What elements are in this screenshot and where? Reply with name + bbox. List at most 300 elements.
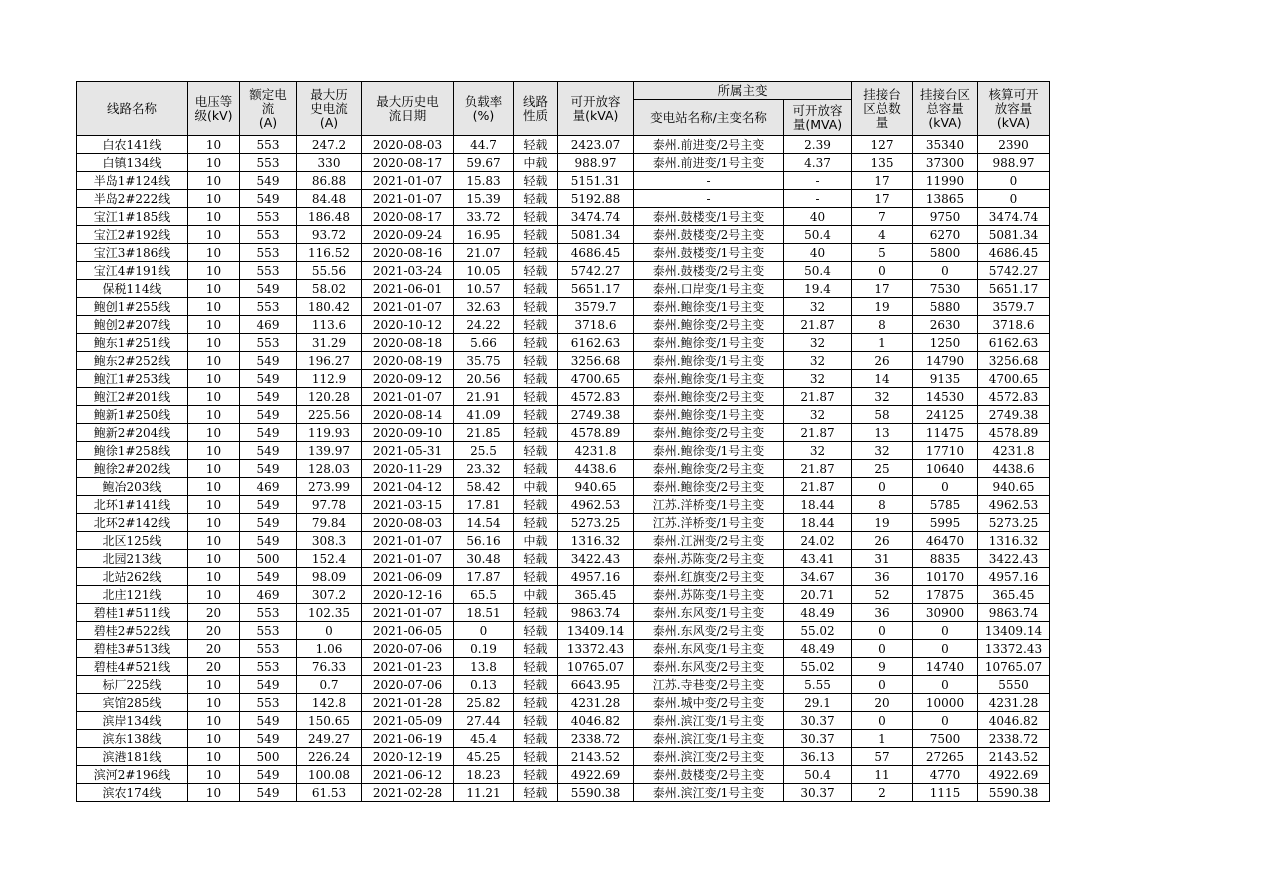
cell-rated-current: 500 [240, 748, 297, 766]
cell-area-count: 0 [852, 622, 913, 640]
cell-load-rate: 11.21 [454, 784, 514, 802]
header-text: 级(kV) [194, 107, 233, 123]
cell-max-current: 1.06 [297, 640, 362, 658]
cell-calc-capacity: 4046.82 [978, 712, 1050, 730]
header-area-capacity [913, 82, 978, 136]
cell-area-count: 36 [852, 568, 913, 586]
header-text: 流 [261, 100, 275, 116]
cell-voltage: 20 [188, 604, 240, 622]
cell-nature: 轻载 [514, 604, 558, 622]
table-row [77, 352, 1050, 370]
cell-calc-capacity: 3422.43 [978, 550, 1050, 568]
cell-max-current: 79.84 [297, 514, 362, 532]
table-row [77, 190, 1050, 208]
cell-nature: 轻载 [514, 406, 558, 424]
cell-station-capacity: 32 [784, 442, 852, 460]
cell-area-count: 0 [852, 640, 913, 658]
cell-max-date: 2021-04-12 [362, 478, 454, 496]
header-text: (A) [319, 114, 339, 130]
cell-rated-current: 553 [240, 640, 297, 658]
cell-max-current: 330 [297, 154, 362, 172]
cell-voltage: 20 [188, 658, 240, 676]
cell-max-date: 2020-08-03 [362, 514, 454, 532]
cell-rated-current: 553 [240, 226, 297, 244]
cell-station-name: 泰州.鲍徐变/1号主变 [634, 334, 784, 352]
cell-area-count: 1 [852, 334, 913, 352]
cell-rated-current: 549 [240, 496, 297, 514]
cell-calc-capacity: 2390 [978, 136, 1050, 154]
cell-nature: 轻载 [514, 334, 558, 352]
cell-rated-current: 469 [240, 478, 297, 496]
cell-voltage: 10 [188, 586, 240, 604]
table-header [77, 82, 1050, 136]
cell-line-name: 鲍东1#251线 [77, 334, 188, 352]
cell-station-name: 泰州.滨江变/2号主变 [634, 748, 784, 766]
cell-voltage: 10 [188, 478, 240, 496]
cell-load-rate: 21.85 [454, 424, 514, 442]
header-station-name [634, 100, 784, 136]
cell-load-rate: 10.57 [454, 280, 514, 298]
cell-line-name: 北站262线 [77, 568, 188, 586]
cell-area-count: 17 [852, 190, 913, 208]
cell-nature: 中载 [514, 586, 558, 604]
cell-calc-capacity: 4962.53 [978, 496, 1050, 514]
cell-rated-current: 549 [240, 784, 297, 802]
cell-area-capacity: 5785 [913, 496, 978, 514]
header-text: 可开放容 [792, 102, 843, 118]
cell-load-rate: 14.54 [454, 514, 514, 532]
cell-max-current: 139.97 [297, 442, 362, 460]
cell-open-capacity: 13372.43 [558, 640, 634, 658]
cell-open-capacity: 4962.53 [558, 496, 634, 514]
cell-nature: 轻载 [514, 172, 558, 190]
cell-station-name: 泰州.东风变/1号主变 [634, 640, 784, 658]
cell-calc-capacity: 1316.32 [978, 532, 1050, 550]
cell-open-capacity: 3422.43 [558, 550, 634, 568]
cell-area-count: 36 [852, 604, 913, 622]
cell-voltage: 10 [188, 280, 240, 298]
table-row [77, 568, 1050, 586]
cell-max-date: 2021-02-28 [362, 784, 454, 802]
header-text: 挂接台 [863, 86, 901, 102]
table-row [77, 334, 1050, 352]
cell-max-current: 55.56 [297, 262, 362, 280]
cell-area-count: 127 [852, 136, 913, 154]
table-row [77, 622, 1050, 640]
cell-voltage: 10 [188, 172, 240, 190]
cell-open-capacity: 5081.34 [558, 226, 634, 244]
cell-open-capacity: 2423.07 [558, 136, 634, 154]
cell-station-name: 江苏.寺巷变/2号主变 [634, 676, 784, 694]
table-row [77, 136, 1050, 154]
table-row [77, 244, 1050, 262]
cell-station-name: - [634, 190, 784, 208]
cell-max-date: 2020-10-12 [362, 316, 454, 334]
cell-nature: 轻载 [514, 658, 558, 676]
cell-station-capacity: 40 [784, 208, 852, 226]
cell-max-date: 2020-08-16 [362, 244, 454, 262]
cell-voltage: 20 [188, 640, 240, 658]
cell-nature: 轻载 [514, 568, 558, 586]
cell-voltage: 10 [188, 784, 240, 802]
cell-max-date: 2020-09-10 [362, 424, 454, 442]
cell-station-name: 泰州.鲍徐变/1号主变 [634, 298, 784, 316]
table-row [77, 658, 1050, 676]
cell-station-name: 泰州.鼓楼变/2号主变 [634, 766, 784, 784]
cell-nature: 中载 [514, 478, 558, 496]
cell-area-count: 7 [852, 208, 913, 226]
cell-calc-capacity: 4578.89 [978, 424, 1050, 442]
cell-station-capacity: 30.37 [784, 730, 852, 748]
cell-nature: 轻载 [514, 352, 558, 370]
cell-voltage: 10 [188, 316, 240, 334]
header-area-count [852, 82, 913, 136]
cell-load-rate: 33.72 [454, 208, 514, 226]
cell-load-rate: 0 [454, 622, 514, 640]
cell-rated-current: 549 [240, 514, 297, 532]
cell-voltage: 10 [188, 676, 240, 694]
cell-nature: 轻载 [514, 208, 558, 226]
cell-line-name: 鲍新1#250线 [77, 406, 188, 424]
cell-max-current: 97.78 [297, 496, 362, 514]
table-row [77, 424, 1050, 442]
cell-line-name: 半岛2#222线 [77, 190, 188, 208]
cell-nature: 轻载 [514, 496, 558, 514]
cell-area-count: 0 [852, 262, 913, 280]
cell-voltage: 10 [188, 352, 240, 370]
cell-open-capacity: 5590.38 [558, 784, 634, 802]
cell-station-name: 江苏.洋桥变/1号主变 [634, 514, 784, 532]
cell-nature: 轻载 [514, 244, 558, 262]
cell-open-capacity: 2143.52 [558, 748, 634, 766]
table-row [77, 766, 1050, 784]
cell-calc-capacity: 4686.45 [978, 244, 1050, 262]
cell-load-rate: 24.22 [454, 316, 514, 334]
cell-line-name: 碧桂1#511线 [77, 604, 188, 622]
cell-load-rate: 0.13 [454, 676, 514, 694]
table-row [77, 208, 1050, 226]
cell-max-date: 2021-01-28 [362, 694, 454, 712]
cell-load-rate: 45.25 [454, 748, 514, 766]
cell-rated-current: 553 [240, 208, 297, 226]
cell-open-capacity: 4438.6 [558, 460, 634, 478]
cell-station-name: 泰州.江洲变/2号主变 [634, 532, 784, 550]
cell-line-name: 滨农174线 [77, 784, 188, 802]
header-text: 线路名称 [106, 100, 157, 116]
cell-calc-capacity: 5651.17 [978, 280, 1050, 298]
cell-load-rate: 58.42 [454, 478, 514, 496]
cell-load-rate: 23.32 [454, 460, 514, 478]
cell-area-capacity: 30900 [913, 604, 978, 622]
cell-station-capacity: 21.87 [784, 478, 852, 496]
cell-area-capacity: 0 [913, 622, 978, 640]
cell-voltage: 10 [188, 406, 240, 424]
cell-nature: 轻载 [514, 622, 558, 640]
cell-area-capacity: 14790 [913, 352, 978, 370]
cell-open-capacity: 2338.72 [558, 730, 634, 748]
cell-area-capacity: 10170 [913, 568, 978, 586]
cell-line-name: 滨港181线 [77, 748, 188, 766]
table-row [77, 442, 1050, 460]
cell-line-name: 鲍江1#253线 [77, 370, 188, 388]
cell-nature: 轻载 [514, 388, 558, 406]
cell-open-capacity: 4700.65 [558, 370, 634, 388]
cell-max-date: 2020-09-12 [362, 370, 454, 388]
cell-open-capacity: 3579.7 [558, 298, 634, 316]
cell-nature: 轻载 [514, 298, 558, 316]
cell-calc-capacity: 6162.63 [978, 334, 1050, 352]
header-load-rate [454, 82, 514, 136]
cell-area-count: 14 [852, 370, 913, 388]
cell-rated-current: 553 [240, 262, 297, 280]
cell-max-current: 225.56 [297, 406, 362, 424]
cell-voltage: 10 [188, 154, 240, 172]
cell-area-capacity: 7530 [913, 280, 978, 298]
cell-station-name: 泰州.东风变/1号主变 [634, 604, 784, 622]
cell-station-name: 泰州.鲍徐变/2号主变 [634, 478, 784, 496]
cell-area-count: 5 [852, 244, 913, 262]
table-row [77, 496, 1050, 514]
cell-max-current: 116.52 [297, 244, 362, 262]
cell-station-capacity: 40 [784, 244, 852, 262]
cell-max-date: 2021-03-24 [362, 262, 454, 280]
cell-max-date: 2021-06-09 [362, 568, 454, 586]
cell-max-current: 31.29 [297, 334, 362, 352]
cell-max-date: 2020-08-14 [362, 406, 454, 424]
header-text: 挂接台区 [919, 86, 970, 102]
table-row [77, 406, 1050, 424]
cell-rated-current: 553 [240, 136, 297, 154]
cell-max-current: 61.53 [297, 784, 362, 802]
cell-calc-capacity: 5081.34 [978, 226, 1050, 244]
cell-calc-capacity: 3579.7 [978, 298, 1050, 316]
cell-load-rate: 21.07 [454, 244, 514, 262]
cell-max-current: 128.03 [297, 460, 362, 478]
cell-calc-capacity: 5273.25 [978, 514, 1050, 532]
cell-voltage: 10 [188, 514, 240, 532]
cell-station-name: 泰州.苏陈变/2号主变 [634, 550, 784, 568]
cell-nature: 轻载 [514, 694, 558, 712]
cell-calc-capacity: 4572.83 [978, 388, 1050, 406]
cell-max-current: 307.2 [297, 586, 362, 604]
cell-max-current: 84.48 [297, 190, 362, 208]
cell-station-name: 泰州.鲍徐变/1号主变 [634, 442, 784, 460]
cell-calc-capacity: 13372.43 [978, 640, 1050, 658]
cell-max-date: 2021-06-12 [362, 766, 454, 784]
cell-line-name: 鲍徐2#202线 [77, 460, 188, 478]
header-text: 放容量 [994, 100, 1033, 116]
cell-max-current: 100.08 [297, 766, 362, 784]
cell-voltage: 10 [188, 190, 240, 208]
header-text: (A) [258, 114, 278, 130]
cell-station-name: 泰州.苏陈变/1号主变 [634, 586, 784, 604]
cell-station-capacity: 48.49 [784, 640, 852, 658]
cell-area-count: 31 [852, 550, 913, 568]
header-text: 核算可开 [988, 86, 1039, 102]
cell-load-rate: 59.67 [454, 154, 514, 172]
cell-rated-current: 553 [240, 298, 297, 316]
cell-load-rate: 18.51 [454, 604, 514, 622]
header-calc-capacity [978, 82, 1050, 136]
cell-area-count: 0 [852, 478, 913, 496]
table-row [77, 514, 1050, 532]
cell-rated-current: 549 [240, 352, 297, 370]
cell-station-name: 泰州.鲍徐变/2号主变 [634, 424, 784, 442]
cell-open-capacity: 2749.38 [558, 406, 634, 424]
cell-line-name: 宝江3#186线 [77, 244, 188, 262]
table-row [77, 694, 1050, 712]
cell-max-current: 247.2 [297, 136, 362, 154]
cell-nature: 轻载 [514, 766, 558, 784]
cell-nature: 中载 [514, 532, 558, 550]
cell-voltage: 20 [188, 622, 240, 640]
cell-max-date: 2020-08-17 [362, 154, 454, 172]
cell-line-name: 半岛1#124线 [77, 172, 188, 190]
cell-line-name: 鲍创2#207线 [77, 316, 188, 334]
header-voltage [188, 82, 240, 136]
header-text: 线路 [522, 93, 548, 109]
cell-line-name: 碧桂4#521线 [77, 658, 188, 676]
cell-area-capacity: 17875 [913, 586, 978, 604]
table-row [77, 226, 1050, 244]
cell-nature: 轻载 [514, 550, 558, 568]
cell-calc-capacity: 13409.14 [978, 622, 1050, 640]
cell-max-current: 0.7 [297, 676, 362, 694]
cell-nature: 轻载 [514, 460, 558, 478]
cell-max-current: 142.8 [297, 694, 362, 712]
cell-area-count: 8 [852, 316, 913, 334]
cell-max-date: 2021-06-01 [362, 280, 454, 298]
cell-rated-current: 469 [240, 586, 297, 604]
cell-area-count: 4 [852, 226, 913, 244]
cell-voltage: 10 [188, 226, 240, 244]
cell-max-current: 180.42 [297, 298, 362, 316]
cell-open-capacity: 4231.8 [558, 442, 634, 460]
cell-nature: 中载 [514, 154, 558, 172]
cell-station-name: 泰州.滨江变/1号主变 [634, 784, 784, 802]
cell-station-name: 泰州.鲍徐变/2号主变 [634, 388, 784, 406]
cell-max-current: 113.6 [297, 316, 362, 334]
header-max-date [362, 82, 454, 136]
cell-load-rate: 16.95 [454, 226, 514, 244]
cell-station-capacity: 29.1 [784, 694, 852, 712]
cell-area-capacity: 7500 [913, 730, 978, 748]
table-row [77, 532, 1050, 550]
cell-voltage: 10 [188, 298, 240, 316]
cell-line-name: 鲍新2#204线 [77, 424, 188, 442]
cell-max-date: 2021-01-07 [362, 604, 454, 622]
header-text: (kVA) [928, 114, 962, 130]
cell-area-count: 57 [852, 748, 913, 766]
cell-rated-current: 553 [240, 334, 297, 352]
header-text: 量 [875, 114, 889, 130]
cell-station-name: 泰州.滨江变/1号主变 [634, 712, 784, 730]
table-row [77, 280, 1050, 298]
cell-rated-current: 549 [240, 370, 297, 388]
table-row [77, 586, 1050, 604]
cell-max-current: 98.09 [297, 568, 362, 586]
cell-max-date: 2020-12-19 [362, 748, 454, 766]
cell-rated-current: 549 [240, 442, 297, 460]
cell-voltage: 10 [188, 550, 240, 568]
cell-line-name: 鲍创1#255线 [77, 298, 188, 316]
cell-load-rate: 44.7 [454, 136, 514, 154]
cell-load-rate: 27.44 [454, 712, 514, 730]
cell-voltage: 10 [188, 334, 240, 352]
cell-voltage: 10 [188, 694, 240, 712]
cell-voltage: 10 [188, 424, 240, 442]
cell-station-capacity: 34.67 [784, 568, 852, 586]
cell-max-current: 120.28 [297, 388, 362, 406]
cell-area-capacity: 13865 [913, 190, 978, 208]
cell-area-count: 13 [852, 424, 913, 442]
table-row [77, 460, 1050, 478]
cell-nature: 轻载 [514, 280, 558, 298]
cell-station-name: 泰州.东风变/2号主变 [634, 622, 784, 640]
cell-area-capacity: 9750 [913, 208, 978, 226]
cell-nature: 轻载 [514, 190, 558, 208]
cell-area-capacity: 11475 [913, 424, 978, 442]
cell-calc-capacity: 5742.27 [978, 262, 1050, 280]
cell-max-current: 112.9 [297, 370, 362, 388]
cell-station-capacity: 19.4 [784, 280, 852, 298]
cell-nature: 轻载 [514, 316, 558, 334]
cell-max-date: 2020-08-17 [362, 208, 454, 226]
cell-load-rate: 17.87 [454, 568, 514, 586]
table-row [77, 712, 1050, 730]
cell-calc-capacity: 4957.16 [978, 568, 1050, 586]
cell-station-capacity: 21.87 [784, 388, 852, 406]
cell-open-capacity: 3256.68 [558, 352, 634, 370]
cell-open-capacity: 4957.16 [558, 568, 634, 586]
cell-rated-current: 553 [240, 694, 297, 712]
cell-area-capacity: 27265 [913, 748, 978, 766]
cell-area-count: 32 [852, 442, 913, 460]
header-text: 量(MVA) [792, 116, 843, 132]
cell-station-capacity: 48.49 [784, 604, 852, 622]
cell-rated-current: 549 [240, 388, 297, 406]
cell-max-current: 76.33 [297, 658, 362, 676]
cell-line-name: 北园213线 [77, 550, 188, 568]
cell-rated-current: 469 [240, 316, 297, 334]
cell-area-count: 52 [852, 586, 913, 604]
header-text: 可开放容 [570, 93, 621, 109]
cell-max-current: 150.65 [297, 712, 362, 730]
cell-area-capacity: 0 [913, 262, 978, 280]
header-text: 变电站名称/主变名称 [650, 109, 767, 125]
cell-area-count: 0 [852, 676, 913, 694]
cell-area-capacity: 10640 [913, 460, 978, 478]
cell-max-date: 2020-12-16 [362, 586, 454, 604]
cell-max-current: 93.72 [297, 226, 362, 244]
cell-area-count: 1 [852, 730, 913, 748]
cell-voltage: 10 [188, 460, 240, 478]
cell-area-capacity: 1115 [913, 784, 978, 802]
cell-max-date: 2021-01-07 [362, 298, 454, 316]
table-row [77, 316, 1050, 334]
cell-area-capacity: 17710 [913, 442, 978, 460]
cell-nature: 轻载 [514, 640, 558, 658]
cell-max-current: 152.4 [297, 550, 362, 568]
cell-area-count: 25 [852, 460, 913, 478]
cell-station-capacity: 32 [784, 352, 852, 370]
cell-station-name: 泰州.滨江变/1号主变 [634, 730, 784, 748]
cell-line-name: 宝江1#185线 [77, 208, 188, 226]
cell-area-capacity: 9135 [913, 370, 978, 388]
cell-rated-current: 549 [240, 190, 297, 208]
cell-area-count: 20 [852, 694, 913, 712]
cell-open-capacity: 4686.45 [558, 244, 634, 262]
